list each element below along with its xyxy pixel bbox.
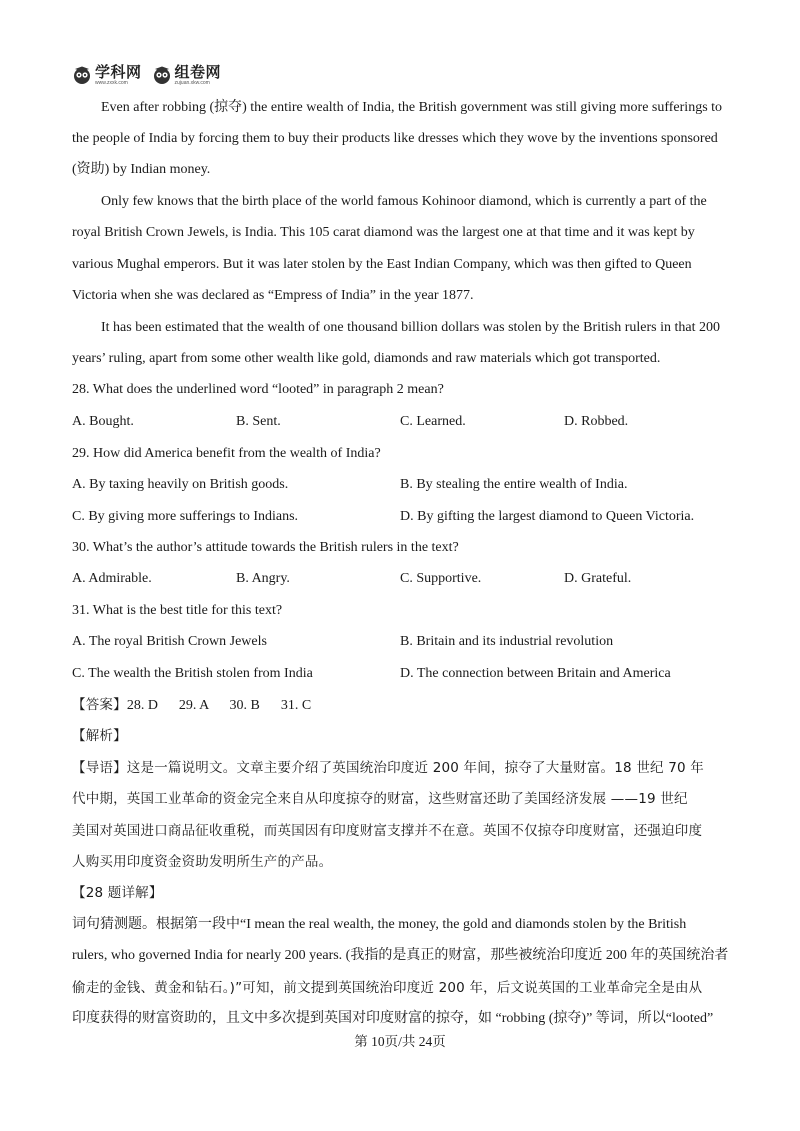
header-logos bbox=[72, 60, 221, 90]
logo2-url: zujuan.xkw.com bbox=[174, 79, 210, 86]
q28-option-d: D. Robbed. bbox=[564, 414, 629, 429]
analysis-intro-line4: 人购买用印度资金资助发明所生产的产品。 bbox=[72, 854, 333, 870]
q29-option-c: C. By giving more sufferings to Indians. bbox=[72, 509, 299, 524]
q31-option-d: D. The connection between Britain and America bbox=[400, 666, 671, 681]
q31-stem: 31. What is the best title for this text? bbox=[72, 603, 283, 618]
passage-p2-line4: Victoria when she was declared as “Empress of India” in the year 1877. bbox=[72, 288, 474, 303]
passage-p3-line1: It has been estimated that the wealth of one thousand billion dollars was stolen by the British rulers in that 200 bbox=[101, 320, 720, 335]
passage-p3-line2: years’ ruling, apart from some other wealth like gold, diamonds and raw materials which got transported. bbox=[72, 351, 661, 366]
q30-option-a: A. Admirable. bbox=[72, 571, 152, 586]
logo2-text: 组卷网 bbox=[174, 62, 222, 81]
logo1-url: www.zxxk.com bbox=[95, 79, 128, 86]
passage-p2-line1: Only few knows that the birth place of the world famous Kohinoor diamond, which is currently a part of the bbox=[101, 194, 707, 209]
q31-option-c: C. The wealth the British stolen from India bbox=[72, 666, 313, 681]
q31-option-a: A. The royal British Crown Jewels bbox=[72, 634, 267, 649]
passage-p2-line3: various Mughal emperors. But it was later stolen by the East Indian Company, which was then gifted to Queen bbox=[72, 257, 692, 272]
q28-detail-label: 【28 题详解】 bbox=[72, 885, 163, 901]
analysis-label: 【解析】 bbox=[72, 728, 127, 744]
q28-option-c: C. Learned. bbox=[400, 414, 466, 429]
answer-line bbox=[72, 695, 732, 716]
analysis-intro-line2: 代中期，英国工业革命的资金完全来自从印度掠夺的财富，这些财富还助了美国经济发展 ——19 世纪 bbox=[72, 791, 688, 807]
q31-option-b: B. Britain and its industrial revolution bbox=[400, 634, 614, 649]
q28-detail-line4: 印度获得的财富资助的，且文中多次提到英国对印度财富的掠夺，如 “robbing (掠夺)” 等词，所以“looted” bbox=[72, 1011, 714, 1026]
q29-option-d: D. By gifting the largest diamond to Queen Victoria. bbox=[400, 509, 695, 524]
q30-option-b: B. Angry. bbox=[236, 571, 290, 586]
answer-label: 【答案】 bbox=[72, 697, 127, 713]
passage-p1-line2: the people of India by forcing them to buy their products like dresses which they wove by the inventions sponsored bbox=[72, 131, 718, 146]
q29-option-a: A. By taxing heavily on British goods. bbox=[72, 477, 289, 492]
analysis-intro-line3: 美国对英国进口商品征收重税，而英国因有印度财富支撑并不在意。英国不仅掠夺印度财富，还强迫印度 bbox=[72, 823, 703, 839]
q28-option-a: A. Bought. bbox=[72, 414, 134, 429]
passage-p1-line1: Even after robbing (掠夺) the entire wealth of India, the British government was still giving more sufferings to bbox=[101, 100, 723, 115]
page-number: 第 10页/共 24页 bbox=[354, 1034, 446, 1049]
owl-logo-icon bbox=[72, 66, 92, 84]
zxxk-logo bbox=[72, 62, 142, 86]
q30-stem: 30. What’s the author’s attitude towards the British rulers in the text? bbox=[72, 540, 459, 555]
analysis-intro-line1: 【导语】这是一篇说明文。文章主要介绍了英国统治印度近 200 年间，掠夺了大量财富。18 世纪 70 年 bbox=[72, 760, 704, 776]
q28-detail-line3: 偷走的金钱、黄金和钻石。)”可知，前文提到英国统治印度近 200 年，后文说英国的工业革命完全是由从 bbox=[72, 980, 703, 996]
passage-p2-line2: royal British Crown Jewels, is India. This 105 carat diamond was the largest one at that time and it was kept by bbox=[72, 225, 695, 240]
q28-detail-line2: rulers, who governed India for nearly 200 years. (我指的是真正的财富，那些被统治印度近 200 年的英国统治者 bbox=[72, 948, 729, 963]
q28-detail-line1: 词句猜测题。根据第一段中“I mean the real wealth, the money, the gold and diamonds stolen by the British bbox=[72, 917, 687, 932]
answer-values: 28. D 29. A 30. B 31. C bbox=[126, 698, 312, 713]
q30-option-c: C. Supportive. bbox=[400, 571, 482, 586]
logo1-text: 学科网 bbox=[95, 62, 142, 81]
q28-option-b: B. Sent. bbox=[236, 414, 281, 429]
owl-logo-icon bbox=[152, 66, 172, 84]
passage-p1-line3: (资助) by Indian money. bbox=[72, 162, 211, 177]
q30-option-d: D. Grateful. bbox=[564, 571, 632, 586]
q28-stem: 28. What does the underlined word “looted” in paragraph 2 mean? bbox=[72, 382, 444, 397]
q29-stem: 29. How did America benefit from the wealth of India? bbox=[72, 446, 381, 461]
q29-option-b: B. By stealing the entire wealth of India. bbox=[400, 477, 628, 492]
zujuan-logo bbox=[152, 62, 222, 86]
